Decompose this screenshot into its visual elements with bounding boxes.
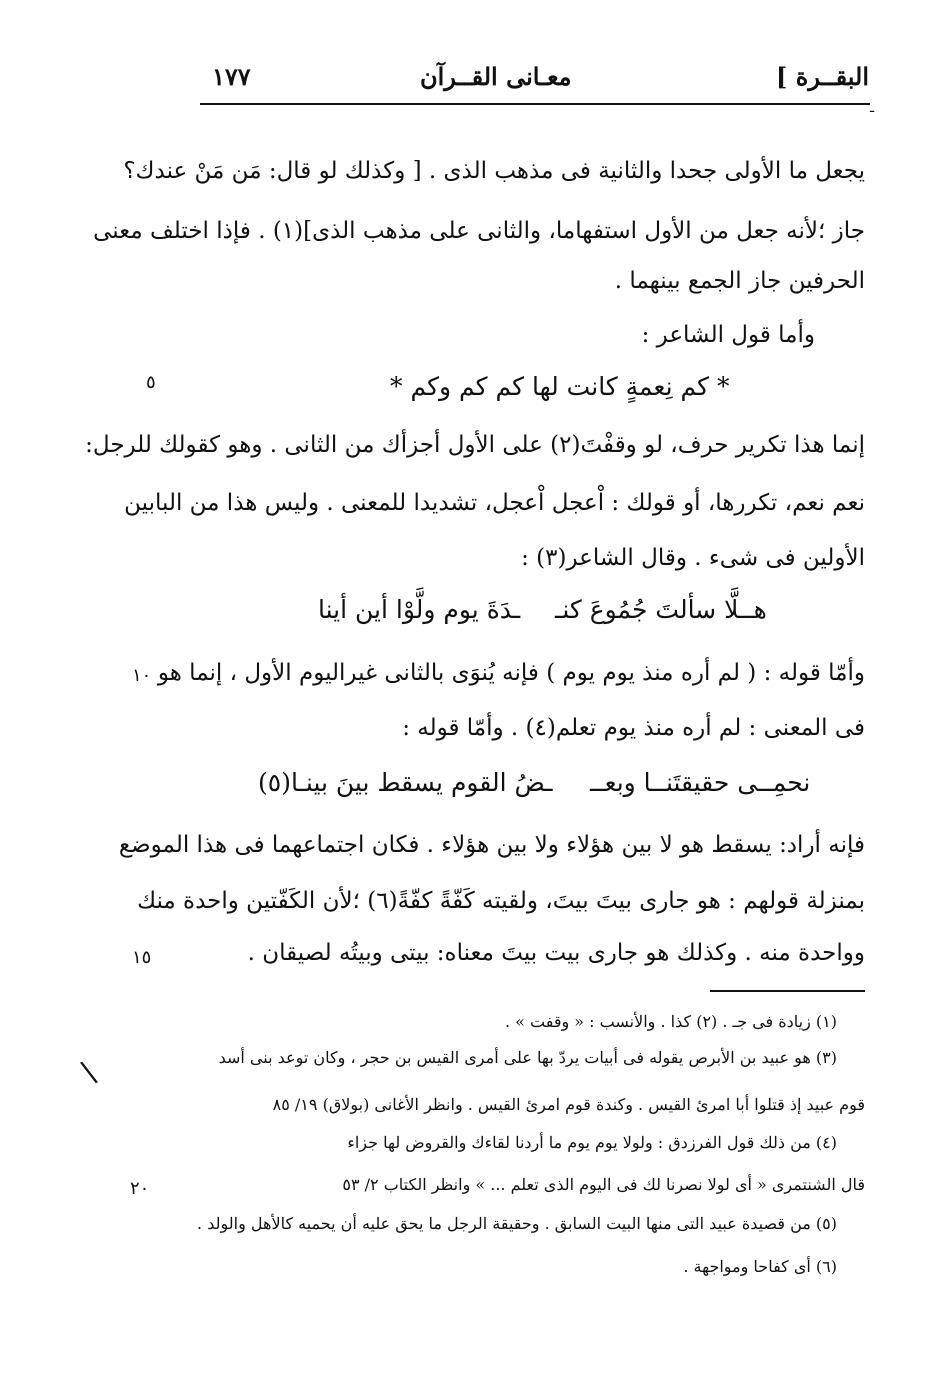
margin-mark: \	[78, 1054, 100, 1091]
verse-hemistich-left: ـضُ القوم يسقط بينَ بينـا(٥)	[258, 768, 553, 797]
body-line: نعم نعم، تكررها، أو قولك : اْعجل اْعجل، تشديدا للمعنى . وليس هذا من البابين	[124, 490, 865, 516]
footnote: (٦) أى كفاحا ومواجهة .	[683, 1257, 837, 1276]
body-line: يجعل ما الأولى جحدا والثانية فى مذهب الذى . [ وكذلك لو قال: مَن مَنْ عندك؟	[123, 158, 865, 184]
footnote: (١) زيادة فى جـ . (٢) كذا . والأنسب : « وقفت » .	[504, 1012, 837, 1031]
page-number: ١٧٧	[212, 62, 251, 91]
body-line: جاز ؛لأنه جعل من الأول استفهاما، والثانى على مذهب الذى](١) . فإذا اختلف معنى	[93, 218, 865, 244]
line-number: ١٠	[132, 665, 152, 686]
body-line: وأما قول الشاعر :	[641, 322, 815, 348]
header-rule	[200, 103, 870, 105]
body-line: الأولين فى شىء . وقال الشاعر(٣) :	[521, 545, 865, 571]
verse-line: * كم نِعمةٍ كانت لها كم كم وكم *	[390, 372, 730, 401]
footnote: (٤) من ذلك قول الفرزدق : ولولا يوم يوم ما أردنا لقاءك والقروض لها جزاء	[347, 1133, 837, 1152]
verse-hemistich-right: نحمِــى حقيقتَنــا وبعــ	[590, 768, 811, 797]
surah-name: البقــرة ]	[776, 62, 869, 91]
book-title: معـانى القــرآن	[420, 62, 572, 91]
body-line: بمنزلة قولهم : هو جارى بيتَ بيتَ، ولقيته كَفّةً كفّةً(٦) ؛لأن الكَفّتين واحدة منك	[137, 888, 865, 914]
body-line: إنما هذا تكرير حرف، لو وقفْتَ(٢) على الأول أجزأك من الثانى . وهو كقولك للرجل:	[85, 432, 865, 458]
line-number: ٢٠	[130, 1178, 150, 1199]
line-number: ٥	[146, 372, 156, 393]
footnote: (٣) هو عبيد بن الأبرص يقوله فى أبيات يردّ بها على أمرى القيس بن حجر ، وكان توعد بنى أسد	[218, 1048, 837, 1067]
verse-hemistich-right: هــلَّا سألتَ جُمُوعَ كنـ	[555, 595, 767, 624]
body-line: الحرفين جاز الجمع بينهما .	[614, 268, 865, 294]
edge-mark: ـ	[870, 100, 875, 116]
footnote-rule	[710, 990, 865, 992]
footnote: قوم عبيد إذ قتلوا أبا امرئ القيس . وكندة قوم امرئ القيس . وانظر الأغانى (بولاق) ١٩/ ٨٥	[272, 1095, 865, 1114]
verse-hemistich-left: ـدَةَ يوم ولَّوْا أين أينا	[318, 595, 521, 624]
body-line: فإنه أراد: يسقط هو لا بين هؤلاء ولا بين هؤلاء . فكان اجتماعهما فى هذا الموضع	[118, 832, 865, 858]
body-line: وأمّا قوله : ( لم أره منذ يوم يوم ) فإنه يُنوَى بالثانى غيراليوم الأول ، إنما هو	[157, 660, 865, 686]
footnote: (٥) من قصيدة عبيد التى منها البيت السابق . وحقيقة الرجل ما يحق عليه أن يحميه كالأهل والولد .	[197, 1214, 837, 1233]
footnote: قال الشنتمرى « أى لولا نصرنا لك فى اليوم الذى تعلم ... » وانظر الكتاب ٢/ ٥٣	[342, 1175, 865, 1194]
body-line: فى المعنى : لم أره منذ يوم تعلم(٤) . وأمّا قوله :	[402, 715, 865, 741]
line-number: ١٥	[132, 947, 152, 968]
body-line: وواحدة منه . وكذلك هو جارى بيت بيتَ معناه: بيتى وبيتُه لصيقان .	[247, 940, 865, 966]
